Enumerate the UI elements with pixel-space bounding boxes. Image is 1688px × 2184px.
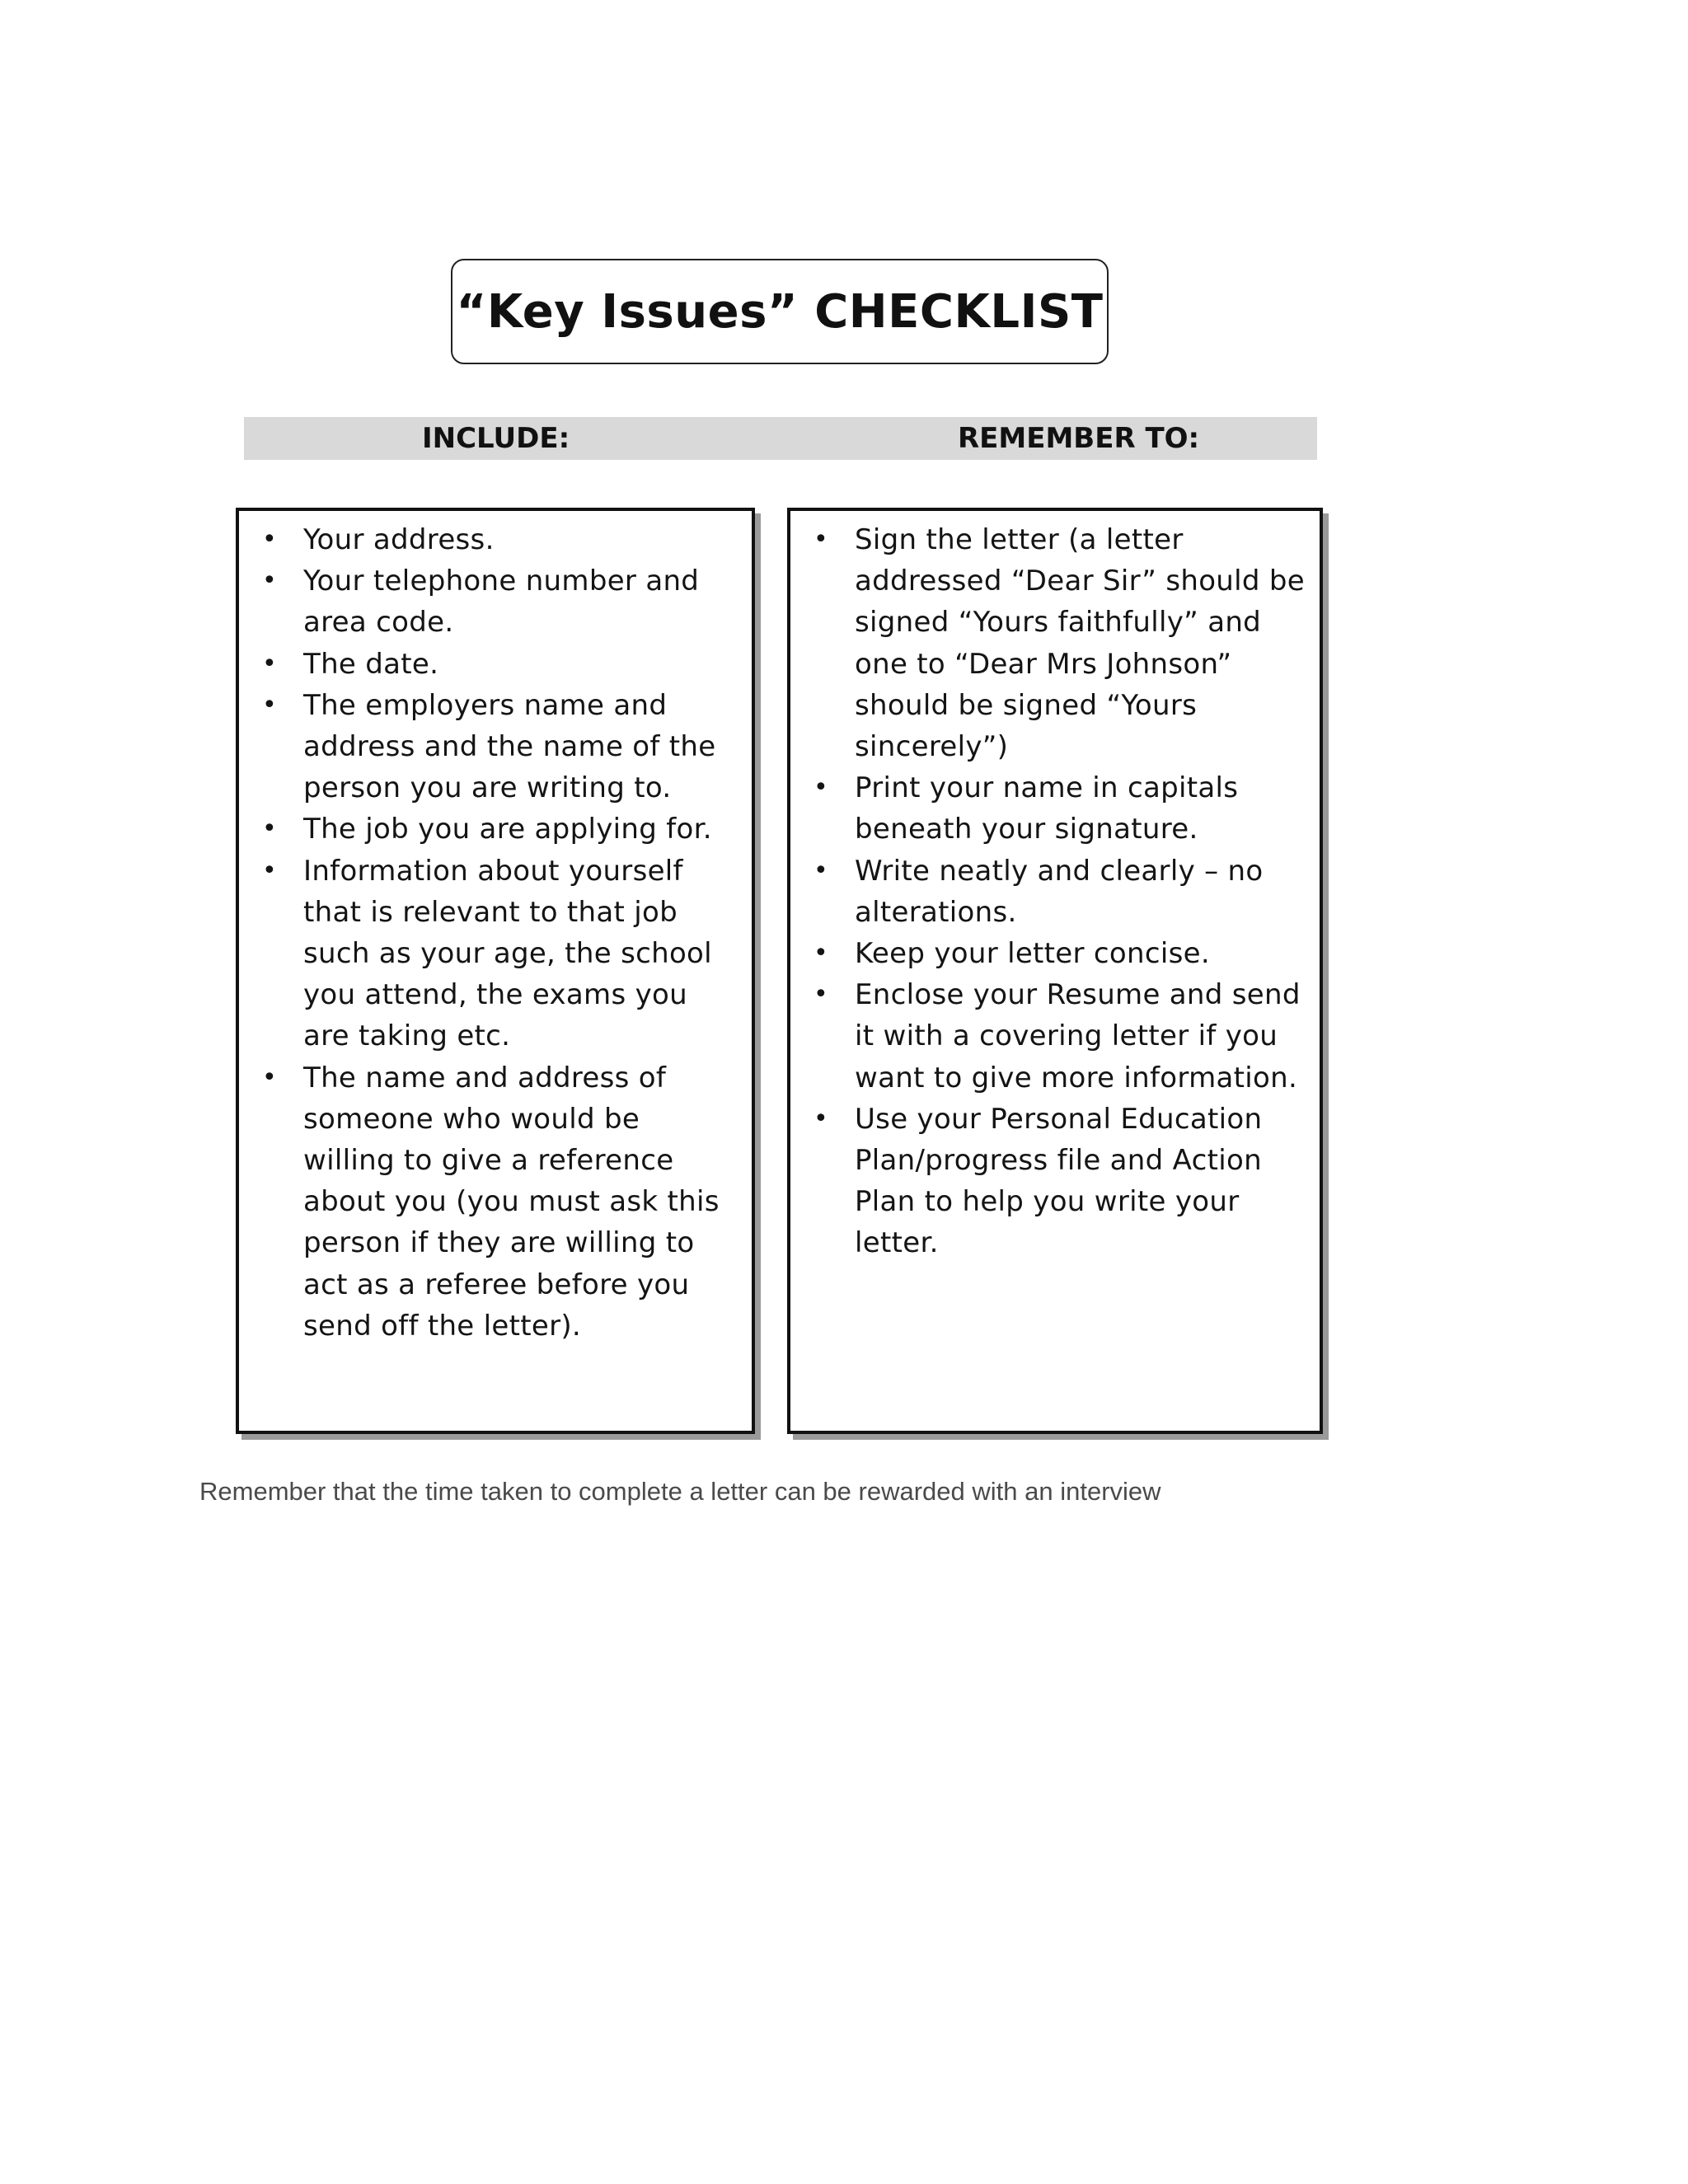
include-list xyxy=(239,511,752,1347)
bullet-icon: • xyxy=(814,525,828,554)
bullet-icon: • xyxy=(814,980,828,1010)
list-item: • The employers name and address and the name of the person you are writing to. xyxy=(239,685,752,809)
bullet-icon: • xyxy=(262,814,277,844)
list-item: • Enclose your Resume and send it with a covering letter if you want to give more information. xyxy=(790,974,1320,1099)
footer-note: Remember that the time taken to complete a letter can be rewarded with an interview xyxy=(199,1477,1161,1506)
list-item: • Write neatly and clearly – no alterations. xyxy=(790,851,1320,933)
title-box xyxy=(451,259,1109,364)
include-header: INCLUDE: xyxy=(422,422,570,455)
list-item: • Keep your letter concise. xyxy=(790,933,1320,974)
list-item: • The date. xyxy=(239,644,752,685)
bullet-icon: • xyxy=(262,566,277,596)
remember-header: REMEMBER TO: xyxy=(958,422,1200,455)
remember-list xyxy=(790,511,1320,1264)
remember-box xyxy=(787,508,1323,1434)
column-header-band xyxy=(244,417,1317,460)
list-item: • Information about yourself that is relevant to that job such as your age, the school you attend, the exams you are taking etc. xyxy=(239,851,752,1057)
list-item: • Your telephone number and area code. xyxy=(239,560,752,643)
list-item: • Your address. xyxy=(239,519,752,560)
bullet-icon: • xyxy=(814,773,828,803)
bullet-icon: • xyxy=(814,939,828,968)
bullet-icon: • xyxy=(814,855,828,885)
list-item: • Print your name in capitals beneath your signature. xyxy=(790,767,1320,850)
bullet-icon: • xyxy=(262,690,277,719)
bullet-icon: • xyxy=(814,1104,828,1133)
list-item: • Sign the letter (a letter addressed “Dear Sir” should be signed “Yours faithfully” and one to “Dear Mrs Johnson” should be signed “Yours sincerely”) xyxy=(790,519,1320,767)
list-item: • The job you are applying for. xyxy=(239,808,752,850)
bullet-icon: • xyxy=(262,1062,277,1092)
list-item: • The name and address of someone who would be willing to give a reference about you (you must ask this person if they are willing to act as a referee before you send off the letter). xyxy=(239,1057,752,1347)
bullet-icon: • xyxy=(262,649,277,678)
page-title: “Key Issues” CHECKLIST xyxy=(456,284,1104,339)
list-item: • Use your Personal Education Plan/progress file and Action Plan to help you write your letter. xyxy=(790,1099,1320,1264)
include-box xyxy=(236,508,755,1434)
bullet-icon: • xyxy=(262,855,277,885)
bullet-icon: • xyxy=(262,525,277,554)
